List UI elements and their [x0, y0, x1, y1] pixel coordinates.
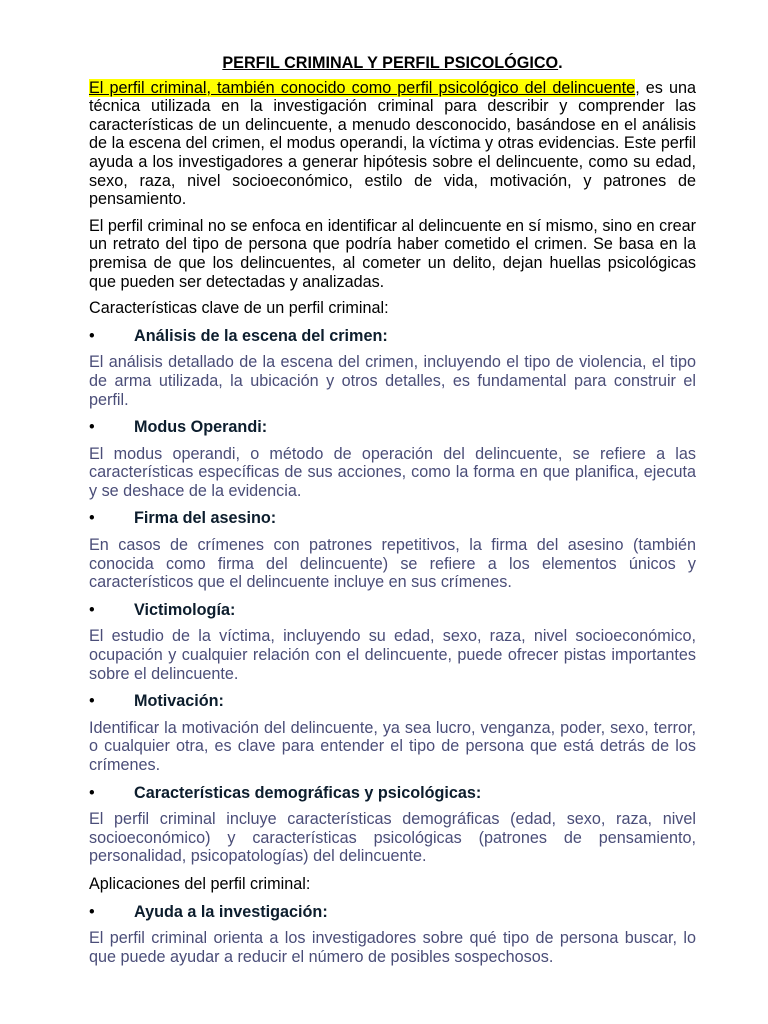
- characteristic-heading-text: Victimología:: [134, 600, 236, 619]
- application-description: El perfil criminal orienta a los investigadores sobre qué tipo de persona buscar, lo que puede ayudar a reducir el número de posibles sospechosos.: [89, 929, 696, 966]
- characteristic-description: El análisis detallado de la escena del crimen, incluyendo el tipo de violencia, el tipo de arma utilizada, la ubicación y otros detalles, es fundamental para construir el perfil.: [89, 353, 696, 409]
- characteristic-heading: [89, 692, 696, 711]
- applications-list: [89, 903, 696, 967]
- document-title-text: PERFIL CRIMINAL Y PERFIL PSICOLÓGICO: [222, 54, 559, 72]
- characteristic-heading-text: Motivación:: [134, 692, 224, 711]
- intro-text: , es una técnica utilizada en la investigación criminal para describir y comprender las características de un delincuente, a menudo desconocido, basándose en el análisis de la escena del crimen, el modus operandi, la víctima y otras evidencias. Este perfil ayuda a los investigadores a generar hipótesis sobre el delincuente, como su edad, sexo, raza, nivel socioeconómico, estilo de vida, motivación, y patrones de pensamiento.: [89, 78, 696, 209]
- second-paragraph: El perfil criminal no se enfoca en identificar al delincuente en sí mismo, sino en crear un retrato del tipo de persona que podría haber cometido el crimen. Se basa en la premisa de que los delincuentes, al cometer un delito, dejan huellas psicológicas que pueden ser detectadas y analizadas.: [89, 216, 696, 291]
- characteristic-heading: [89, 784, 696, 803]
- characteristic-description: Identificar la motivación del delincuente, ya sea lucro, venganza, poder, sexo, terror, o cualquier otra, es clave para entender el tipo de persona que está detrás de los crímenes.: [89, 718, 696, 774]
- intro-highlight: El perfil criminal, también conocido como perfil psicológico del delincuente: [89, 78, 636, 97]
- characteristic-heading-text: Modus Operandi:: [134, 418, 268, 437]
- characteristic-description: En casos de crímenes con patrones repetitivos, la firma del asesino (también conocida como firma del delincuente) se refiere a los elementos únicos y característicos que el delincuente incluye en sus crímenes.: [89, 536, 696, 592]
- characteristic-heading: [89, 601, 696, 620]
- application-heading-text: Ayuda a la investigación:: [134, 902, 328, 921]
- characteristic-heading: [89, 509, 696, 528]
- bullet-icon: •: [89, 600, 95, 619]
- characteristic-heading: [89, 327, 696, 346]
- characteristic-heading-text: Firma del asesino:: [134, 509, 277, 528]
- bullet-icon: •: [89, 783, 95, 802]
- bullet-icon: •: [89, 418, 95, 437]
- applications-label: Aplicaciones del perfil criminal:: [89, 874, 311, 893]
- document-title-period: .: [558, 54, 563, 72]
- intro-paragraph: [89, 79, 696, 209]
- characteristics-list: [89, 327, 696, 866]
- characteristic-description: El perfil criminal incluye características demográficas (edad, sexo, raza, nivel socioeconómico) y características psicológicas (patrones de pensamiento, personalidad, psicopatologías) del delincuente.: [89, 810, 696, 866]
- characteristic-heading-text: Características demográficas y psicológicas:: [134, 783, 482, 802]
- bullet-icon: •: [89, 326, 95, 345]
- application-heading: [89, 903, 696, 922]
- characteristic-heading-text: Análisis de la escena del crimen:: [134, 326, 388, 345]
- bullet-icon: •: [89, 692, 95, 711]
- characteristic-heading: [89, 418, 696, 437]
- characteristics-label: Características clave de un perfil criminal:: [89, 299, 389, 318]
- characteristic-description: El estudio de la víctima, incluyendo su edad, sexo, raza, nivel socioeconómico, ocupación y cualquier relación con el delincuente, puede ofrecer pistas importantes sobre el delincuente.: [89, 627, 696, 683]
- bullet-icon: •: [89, 902, 95, 921]
- document-title: [89, 54, 696, 73]
- characteristic-description: El modus operandi, o método de operación del delincuente, se refiere a las características específicas de sus acciones, como la forma en que planifica, ejecuta y se deshace de la evidencia.: [89, 444, 696, 500]
- bullet-icon: •: [89, 509, 95, 528]
